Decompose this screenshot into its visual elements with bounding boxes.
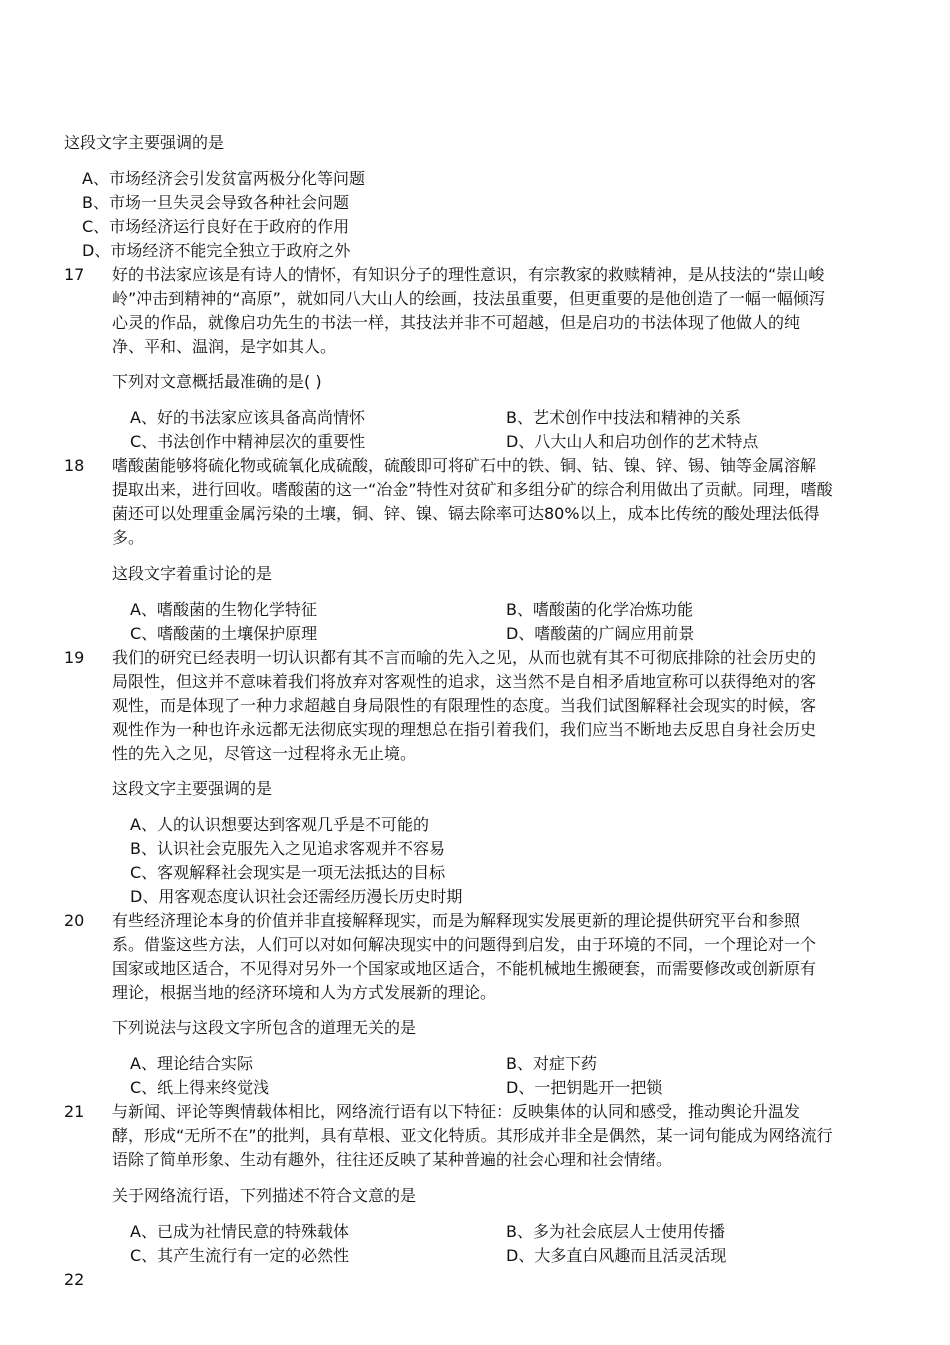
question-passage — [112, 454, 864, 550]
option-c: C、书法创作中精神层次的重要性 — [130, 432, 366, 451]
passage-line: 系。借鉴这些方法，人们可以对如何解决现实中的问题得到启发，由于环境的不同，一个理论对一个 — [112, 935, 817, 954]
option-b: B、对症下药 — [506, 1054, 597, 1073]
option-c: C、客观解释社会现实是一项无法抵达的目标 — [130, 863, 446, 882]
passage-line: 局限性，但这并不意味着我们将放弃对客观性的追求，这当然不是自相矛盾地宣称可以获得绝对的客 — [112, 672, 817, 691]
passage-line: 酵，形成“无所不在”的批判，具有草根、亚文化特质。其形成并非全是偶然，某一词句能成为网络流行 — [112, 1126, 833, 1145]
passage-line: 提取出来，进行回收。嗜酸菌的这一“冶金”特性对贫矿和多组分矿的综合利用做出了贡献。同理，嗜酸 — [112, 480, 833, 499]
question-passage — [112, 909, 864, 1005]
question-prompt: 下列说法与这段文字所包含的道理无关的是 — [112, 1018, 417, 1037]
intro-option-d: D、市场经济不能完全独立于政府之外 — [82, 241, 351, 260]
passage-line: 我们的研究已经表明一切认识都有其不言而喻的先入之见，从而也就有其不可彻底排除的社会历史的 — [112, 648, 817, 667]
question-prompt: 这段文字主要强调的是 — [112, 779, 273, 798]
passage-line: 有些经济理论本身的价值并非直接解释现实，而是为解释现实发展更新的理论提供研究平台和参照 — [112, 911, 801, 930]
passage-line: 嗜酸菌能够将硫化物或硫氧化成硫酸，硫酸即可将矿石中的铁、铜、钴、镍、锌、锡、铀等金属溶解 — [112, 456, 817, 475]
option-b: B、艺术创作中技法和精神的关系 — [506, 408, 741, 427]
option-c: C、纸上得来终觉浅 — [130, 1078, 270, 1097]
passage-line: 菌还可以处理重金属污染的土壤，铜、锌、镍、镉去除率可达80%以上，成本比传统的酸处理法低得 — [112, 504, 820, 523]
option-c: C、其产生流行有一定的必然性 — [130, 1246, 350, 1265]
question-number: 21 — [64, 1102, 85, 1121]
option-a: A、人的认识想要达到客观几乎是不可能的 — [130, 815, 429, 834]
question-number: 17 — [64, 265, 85, 284]
option-d: D、大多直白风趣而且活灵活现 — [506, 1246, 727, 1265]
passage-line: 国家或地区适合，不见得对另外一个国家或地区适合，不能机械地生搬硬套，而需要修改或创新原有 — [112, 959, 817, 978]
question-number: 22 — [64, 1270, 85, 1289]
option-b: B、认识社会克服先入之见追求客观并不容易 — [130, 839, 445, 858]
option-b: B、嗜酸菌的化学冶炼功能 — [506, 600, 693, 619]
option-d: D、一把钥匙开一把锁 — [506, 1078, 663, 1097]
option-a: A、好的书法家应该具备高尚情怀 — [130, 408, 365, 427]
question-number: 18 — [64, 456, 85, 475]
intro-option-c: C、市场经济运行良好在于政府的作用 — [82, 217, 350, 236]
passage-line: 岭”冲击到精神的“高原”，就如同八大山人的绘画，技法虽重要，但更重要的是他创造了一幅一幅倾泻 — [112, 289, 825, 308]
passage-line: 多。 — [112, 528, 145, 547]
option-d: D、用客观态度认识社会还需经历漫长历史时期 — [130, 887, 463, 906]
question-number: 19 — [64, 648, 85, 667]
passage-line: 好的书法家应该是有诗人的情怀，有知识分子的理性意识，有宗教家的救赎精神，是从技法的“崇山峻 — [112, 265, 825, 284]
question-number: 20 — [64, 911, 85, 930]
passage-line: 语除了简单形象、生动有趣外，往往还反映了某种普遍的社会心理和社会情绪。 — [112, 1150, 673, 1169]
question-prompt: 关于网络流行语，下列描述不符合文意的是 — [112, 1186, 417, 1205]
passage-line: 净、平和、温润，是字如其人。 — [112, 337, 337, 356]
passage-line: 理论，根据当地的经济环境和人为方式发展新的理论。 — [112, 983, 497, 1002]
intro-option-b: B、市场一旦失灵会导致各种社会问题 — [82, 193, 349, 212]
option-d: D、八大山人和启功创作的艺术特点 — [506, 432, 759, 451]
option-d: D、嗜酸菌的广阔应用前景 — [506, 624, 695, 643]
question-prompt: 这段文字着重讨论的是 — [112, 564, 273, 583]
passage-line: 与新闻、评论等舆情载体相比，网络流行语有以下特征：反映集体的认同和感受，推动舆论升温发 — [112, 1102, 801, 1121]
question-passage — [112, 646, 864, 766]
intro-option-a: A、市场经济会引发贫富两极分化等问题 — [82, 169, 365, 188]
passage-line: 心灵的作品，就像启功先生的书法一样，其技法并非不可超越，但是启功的书法体现了他做人的纯 — [112, 313, 801, 332]
question-passage — [112, 263, 864, 359]
question-prompt: 下列对文意概括最准确的是( ) — [112, 372, 322, 391]
passage-line: 观性，而是体现了一种力求超越自身局限性的有限理性的态度。当我们试图解释社会现实的时候，客 — [112, 696, 817, 715]
passage-line: 观性作为一种也许永远都无法彻底实现的理想总在指引着我们，我们应当不断地去反思自身社会历史 — [112, 720, 817, 739]
option-b: B、多为社会底层人士使用传播 — [506, 1222, 725, 1241]
option-c: C、嗜酸菌的土壤保护原理 — [130, 624, 318, 643]
option-a: A、已成为社情民意的特殊载体 — [130, 1222, 349, 1241]
option-a: A、理论结合实际 — [130, 1054, 253, 1073]
passage-line: 性的先入之见，尽管这一过程将永无止境。 — [112, 744, 417, 763]
option-a: A、嗜酸菌的生物化学特征 — [130, 600, 317, 619]
intro-prompt: 这段文字主要强调的是 — [64, 133, 225, 152]
question-passage — [112, 1100, 864, 1172]
